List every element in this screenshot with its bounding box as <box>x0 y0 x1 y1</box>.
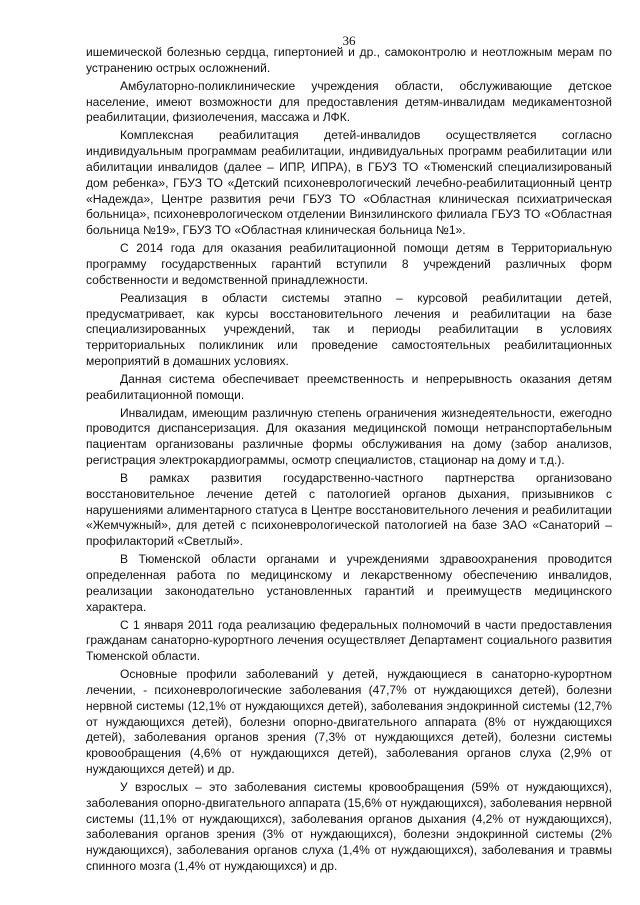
paragraph-medical-provision: В Тюменской области органами и учреждениями здравоохранения проводится определенная работа по медицинскому и лекарственному обеспечению инвалидов, реализации законодательно установленных гарантий и преимуществ медицинского характера. <box>86 552 612 614</box>
paragraph-sanatorium-authority: С 1 января 2011 года реализацию федеральных полномочий в части предоставления гражданам санаторно-курортного лечения осуществляет Департамент социального развития Тюменской области. <box>86 617 612 664</box>
paragraph-continuity: Данная система обеспечивает преемственность и непрерывность оказания детям реабилитационной помощи. <box>86 371 612 402</box>
paragraph-public-private-partnership: В рамках развития государственно-частного партнерства организовано восстановительное лечение детей с патологией органов дыхания, призывников с нарушениями алиментарного статуса в Центре восстановительного лечения и реабилитации «Жемчужный», для детей с психоневрологической патологией на базе ЗАО «Санаторий – профилакторий «Светлый». <box>86 471 612 549</box>
paragraph-complex-rehabilitation: Комплексная реабилитация детей-инвалидов осуществляется согласно индивидуальным программам реабилитации, индивидуальных программ реабилитации или абилитации инвалидов (далее – ИПР, ИПРА), в ГБУЗ ТО «Тюменский специализированый дом ребенка», ГБУЗ ТО «Детский психоневрологический лечебно-реабилитационный центр «Надежда», Центре развития речи ГБУЗ ТО «Областная клиническая психиатрическая больница», психоневрологическом отделении Винзилинского филиала ГБУЗ ТО «Областная больница №19», ГБУЗ ТО «Областная клиническая больница №1». <box>86 128 612 238</box>
paragraph-children-disease-profiles: Основные профили заболеваний у детей, нуждающиеся в санаторно-курортном лечении, - психоневрологические заболевания (47,7% от нуждающихся детей), болезни нервной системы (12,1% от нуждающихся детей), заболевания эндокринной системы (12,7% от нуждающихся детей), болезни опорно-двигательного аппарата (8% от нуждающихся детей), заболевания органов зрения (7,3% от нуждающихся детей), болезни системы кровообращения (4,6% от нуждающихся детей), заболевания органов слуха (2,9% от нуждающихся детей) и др. <box>86 667 612 776</box>
document-page <box>86 0 612 905</box>
paragraph-outpatient-institutions: Амбулаторно-поликлинические учреждения области, обслуживающие детское население, имеют возможности для предоставления детям-инвалидам медикаментозной реабилитации, физиолечения, массажа и ЛФК. <box>86 78 612 125</box>
paragraph-dispensary: Инвалидам, имеющим различную степень ограничения жизнедеятельности, ежегодно проводится диспансеризация. Для оказания медицинской помощи нетранспортабельным пациентам организованы различные формы обслуживания на дому (забор анализов, регистрация электрокардиограммы, осмотр специалистов, стационар на дому и т.д.). <box>86 405 612 468</box>
document-body <box>86 45 612 877</box>
paragraph-staged-rehabilitation: Реализация в области системы этапно – курсовой реабилитации детей, предусматривает, как курсы восстановительного лечения и реабилитации на базе специализированных учреждений, так и периоды реабилитации в условиях территориальных поликлиник или проведение самостоятельных реабилитационных мероприятий в домашних условиях. <box>86 290 612 368</box>
paragraph-territorial-program: С 2014 года для оказания реабилитационной помощи детям в Территориальную программу государственных гарантий вступили 8 учреждений различных форм собственности и ведомственной принадлежности. <box>86 241 612 287</box>
paragraph-adult-disease-profiles: У взрослых – это заболевания системы кровообращения (59% от нуждающихся), заболевания опорно-двигательного аппарата (15,6% от нуждающихся), заболевания нервной системы (11,1% от нуждающихся), заболевания органов дыхания (4,2% от нуждающихся), заболевания органов зрения (3% от нуждающихся), болезни эндокринной системы (2% нуждающихся), заболевания органов слуха (1,4% от нуждающихся), заболевания и травмы спинного мозга (1,4% от нуждающихся) и др. <box>86 779 613 873</box>
page-number: 36 <box>342 33 356 48</box>
paragraph-continuation: ишемической болезнью сердца, гипертонией и др., самоконтролю и неотложным мерам по устранению острых осложнений. <box>86 45 612 75</box>
